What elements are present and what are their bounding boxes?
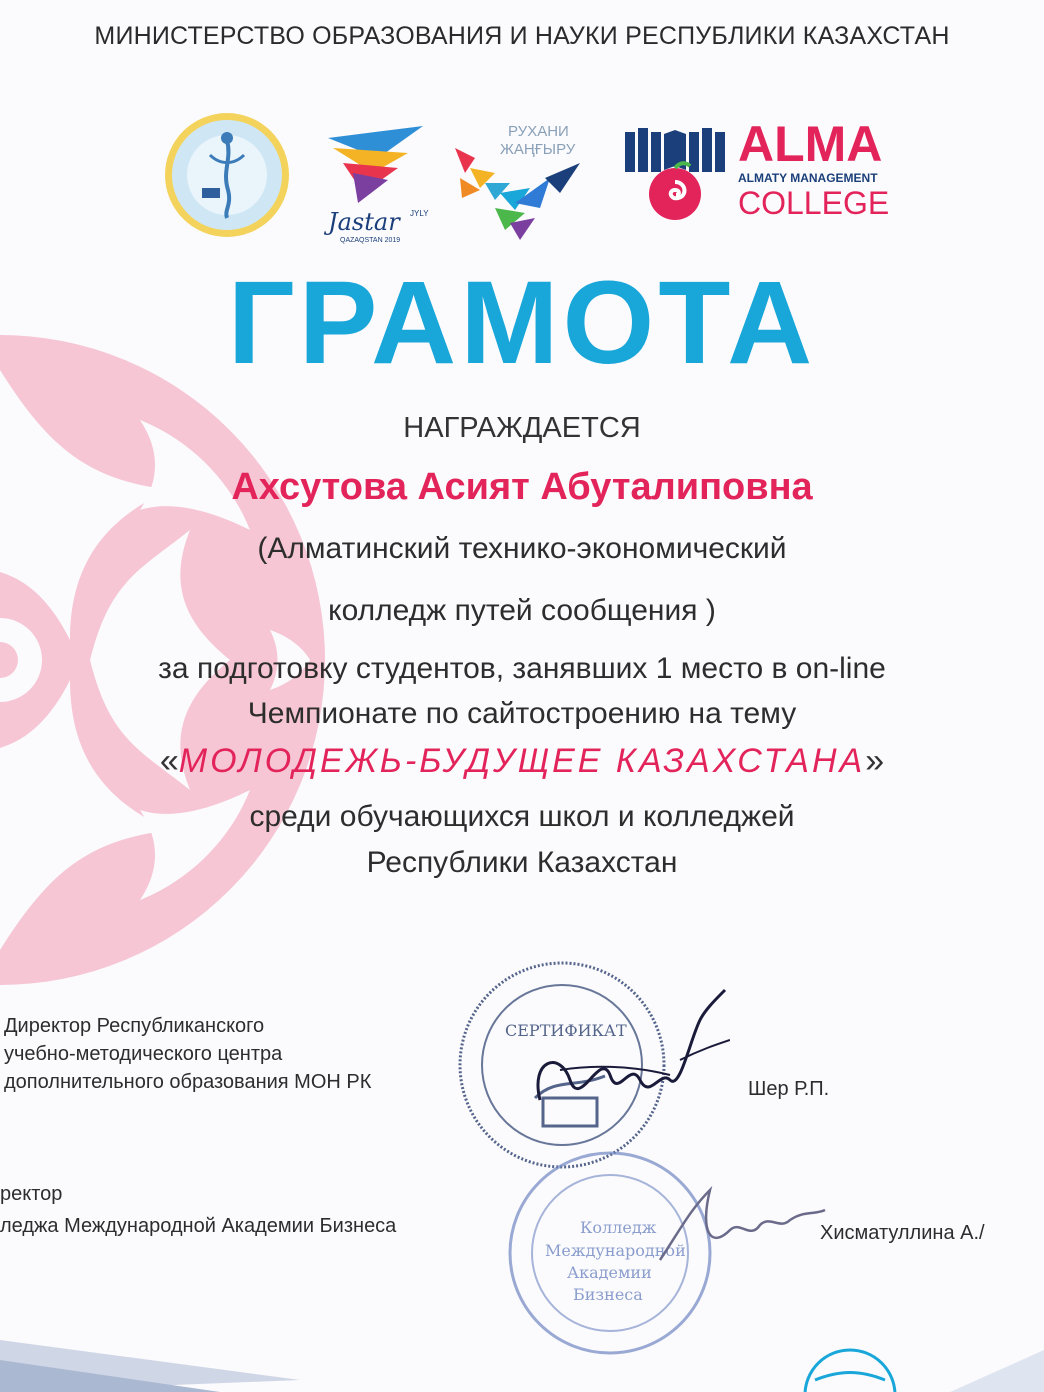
org-line-1: (Алматинский технико-экономический bbox=[257, 532, 787, 565]
second-stamp-line-4: Бизнеса bbox=[573, 1285, 643, 1304]
first-signature bbox=[500, 980, 730, 1130]
alma-sub: ALMATY MANAGEMENT bbox=[738, 171, 878, 185]
first-stamp-text: СЕРТИФИКАТ bbox=[505, 1021, 627, 1040]
first-signatory-name: Шер Р.П. bbox=[748, 1078, 830, 1100]
second-signatory-title bbox=[0, 1180, 396, 1240]
ministry-header: МИНИСТЕРСТВО ОБРАЗОВАНИЯ И НАУКИ РЕСПУБЛИКИ КАЗАХСТАН bbox=[94, 22, 950, 50]
second-stamp-line-3: Академии bbox=[567, 1263, 652, 1282]
rukhani-line1: РУХАНИ bbox=[508, 123, 569, 140]
alma-college-logo bbox=[738, 118, 908, 220]
second-signatory-name: Хисматуллина А./ bbox=[820, 1222, 985, 1244]
ministry-emblem-logo bbox=[162, 110, 292, 240]
first-signatory-title bbox=[4, 1012, 371, 1096]
second-signatory-line-2: леджа Международной Академии Бизнеса bbox=[0, 1215, 397, 1237]
jastar-sub: QAZAQSTAN 2019 bbox=[340, 237, 401, 244]
certificate-title: ГРАМОТА bbox=[227, 257, 817, 389]
quote-close: » bbox=[865, 742, 885, 780]
audience-line-1: среди обучающихся школ и колледжей bbox=[249, 800, 795, 833]
alma-college: COLLEGE bbox=[738, 185, 890, 221]
jastar-tag: JYLY bbox=[410, 209, 429, 218]
theme-line bbox=[0, 742, 1044, 781]
second-stamp-line-2: Международной bbox=[545, 1241, 686, 1260]
quote-open: « bbox=[159, 742, 179, 780]
first-signatory-line-2: учебно-методического центра bbox=[4, 1043, 283, 1065]
jastar-text: Jastar bbox=[328, 208, 400, 236]
rukhani-line2: ЖАҢҒЫРУ bbox=[500, 141, 576, 158]
jastar-logo bbox=[318, 118, 438, 248]
bottom-decoration bbox=[0, 1320, 1044, 1392]
logos-row bbox=[0, 110, 1044, 250]
org-line-2: колледж путей сообщения ) bbox=[328, 594, 716, 627]
alma-title: ALMA bbox=[738, 116, 883, 172]
second-stamp-line-1: Колледж bbox=[580, 1218, 657, 1237]
first-signatory-line-1: Директор Республиканского bbox=[4, 1015, 265, 1037]
awarded-label: НАГРАЖДАЕТСЯ bbox=[403, 412, 641, 444]
first-signatory-line-3: дополнительного образования МОН РК bbox=[4, 1071, 372, 1093]
reason-line-1: за подготовку студентов, занявших 1 место в on-line bbox=[158, 652, 886, 685]
second-signatory-line-1: ректор bbox=[0, 1183, 63, 1205]
second-signature bbox=[640, 1170, 830, 1280]
alma-books-icon bbox=[620, 122, 730, 232]
recipient-name: Ахсутова Асият Абуталиповна bbox=[231, 466, 813, 508]
theme-title: МОЛОДЕЖЬ-БУДУЩЕЕ КАЗАХСТАНА bbox=[178, 742, 866, 780]
reason-line-2: Чемпионате по сайтостроению на тему bbox=[247, 697, 797, 730]
rukhani-zhangyru-logo bbox=[450, 118, 590, 248]
audience-line-2: Республики Казахстан bbox=[366, 846, 678, 879]
